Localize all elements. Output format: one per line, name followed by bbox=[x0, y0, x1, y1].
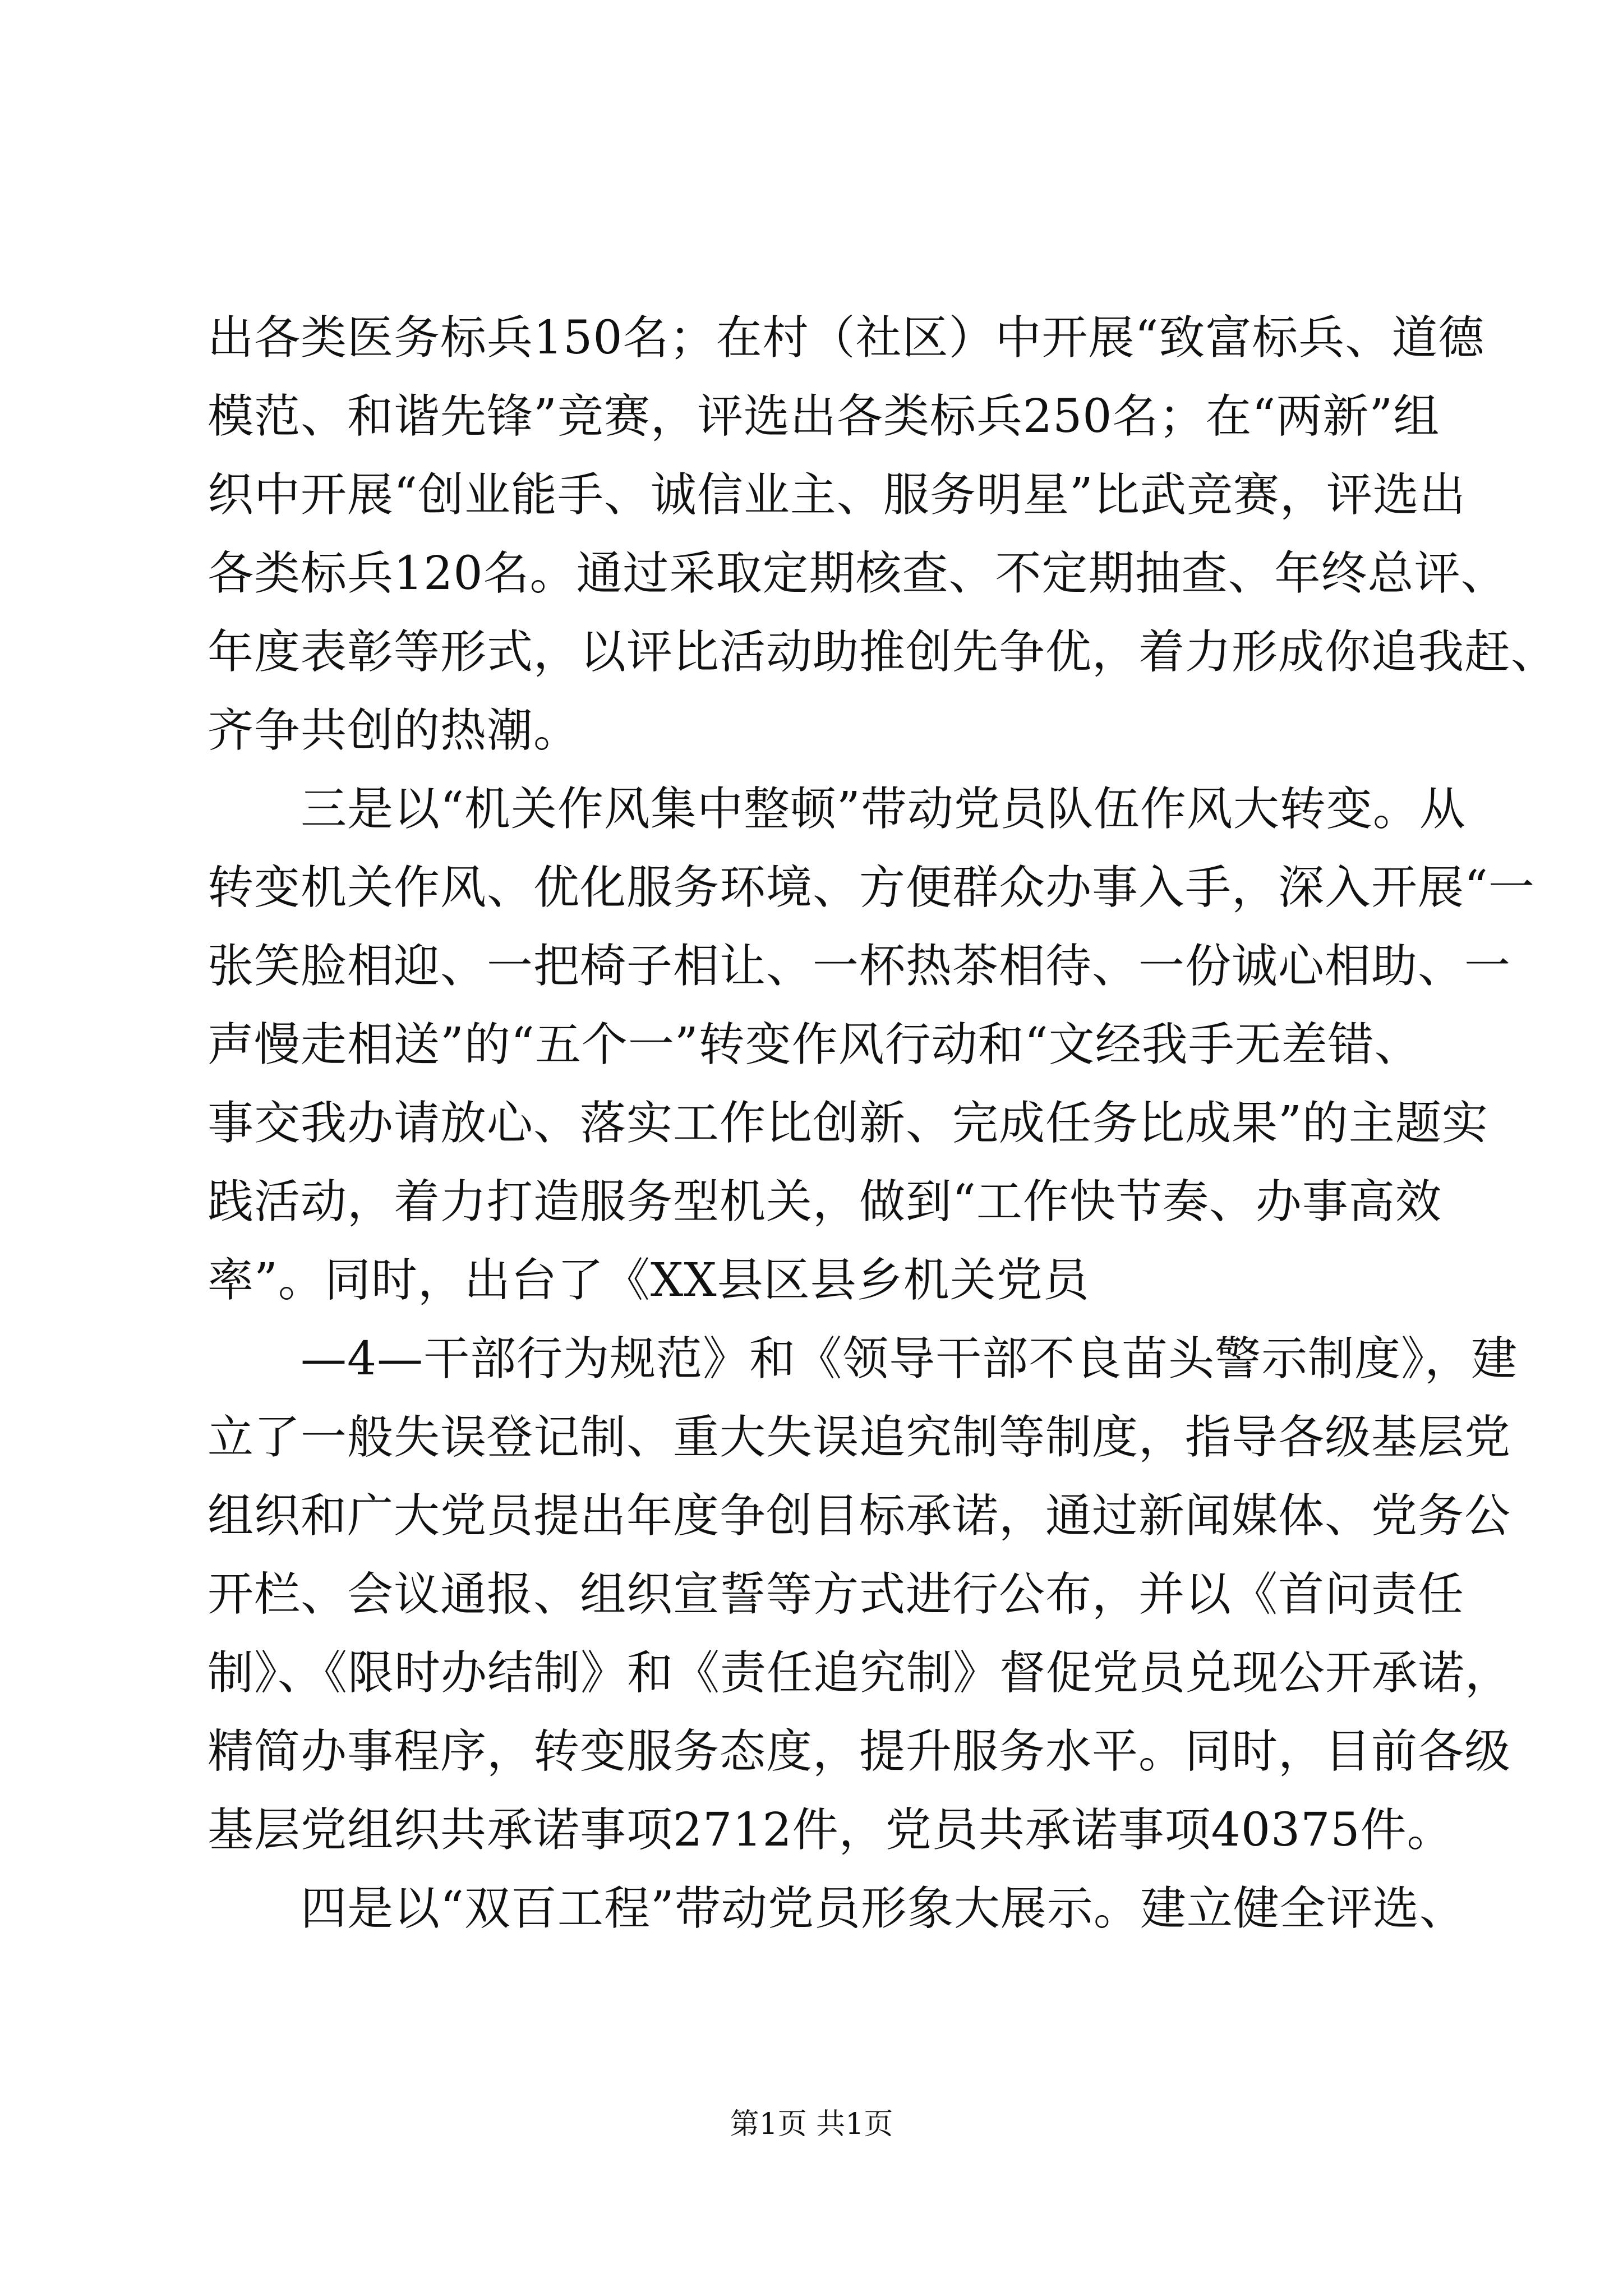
text-line-1: 出各类医务标兵150名；在村（社区）中开展“致富标兵、道德 bbox=[208, 311, 1485, 365]
text-line-17: 开栏、会议通报、组织宣誓等方式进行公布，并以《首问责任 bbox=[208, 1568, 1465, 1621]
text-line-8: 转变机关作风、优化服务环境、方便群众办事入手，深入开展“一 bbox=[208, 861, 1535, 914]
text-line-18: 制》、《限时办结制》和《责任追究制》督促党员兑现公开承诺， bbox=[208, 1646, 1512, 1700]
text-line-2: 模范、和谐先锋”竞赛，评选出各类标兵250名；在“两新”组 bbox=[208, 390, 1440, 443]
text-line-4: 各类标兵120名。通过采取定期核查、不定期抽查、年终总评、 bbox=[208, 547, 1507, 600]
text-line-9: 张笑脸相迎、一把椅子相让、一杯热茶相待、一份诚心相助、一 bbox=[208, 940, 1511, 993]
text-line-12: 践活动，着力打造服务型机关，做到“工作快节奏、办事高效 bbox=[208, 1175, 1442, 1228]
text-line-19: 精简办事程序，转变服务态度，提升服务水平。同时，目前各级 bbox=[208, 1725, 1511, 1778]
page-footer: 第1页 共1页 bbox=[730, 2108, 893, 2141]
paragraph-start-line: —4—干部行为规范》和《领导干部不良苗头警示制度》，建 bbox=[301, 1332, 1518, 1386]
paragraph-start-line: 四是以“双百工程”带动党员形象大展示。建立健全评选、 bbox=[301, 1882, 1466, 1935]
text-line-10: 声慢走相送”的“五个一”转变作风行动和“文经我手无差错、 bbox=[208, 1018, 1421, 1071]
text-line-20: 基层党组织共承诺事项2712件，党员共承诺事项40375件。 bbox=[208, 1803, 1454, 1857]
text-line-16: 组织和广大党员提出年度争创目标承诺，通过新闻媒体、党务公 bbox=[208, 1489, 1511, 1543]
text-line-13: 率”。同时，出台了《XX县区县乡机关党员 bbox=[208, 1254, 1090, 1307]
paragraph-start-line: 三是以“机关作风集中整顿”带动党员队伍作风大转变。从 bbox=[301, 783, 1466, 836]
text-line-6: 齐争共创的热潮。 bbox=[208, 704, 580, 757]
text-line-3: 织中开展“创业能手、诚信业主、服务明星”比武竞赛，评选出 bbox=[208, 468, 1466, 522]
text-line-5: 年度表彰等形式，以评比活动助推创先争优，着力形成你追我赶、 bbox=[208, 625, 1558, 679]
text-line-15: 立了一般失误登记制、重大失误追究制等制度，指导各级基层党 bbox=[208, 1411, 1511, 1464]
text-line-11: 事交我办请放心、落实工作比创新、完成任务比成果”的主题实 bbox=[208, 1097, 1488, 1150]
